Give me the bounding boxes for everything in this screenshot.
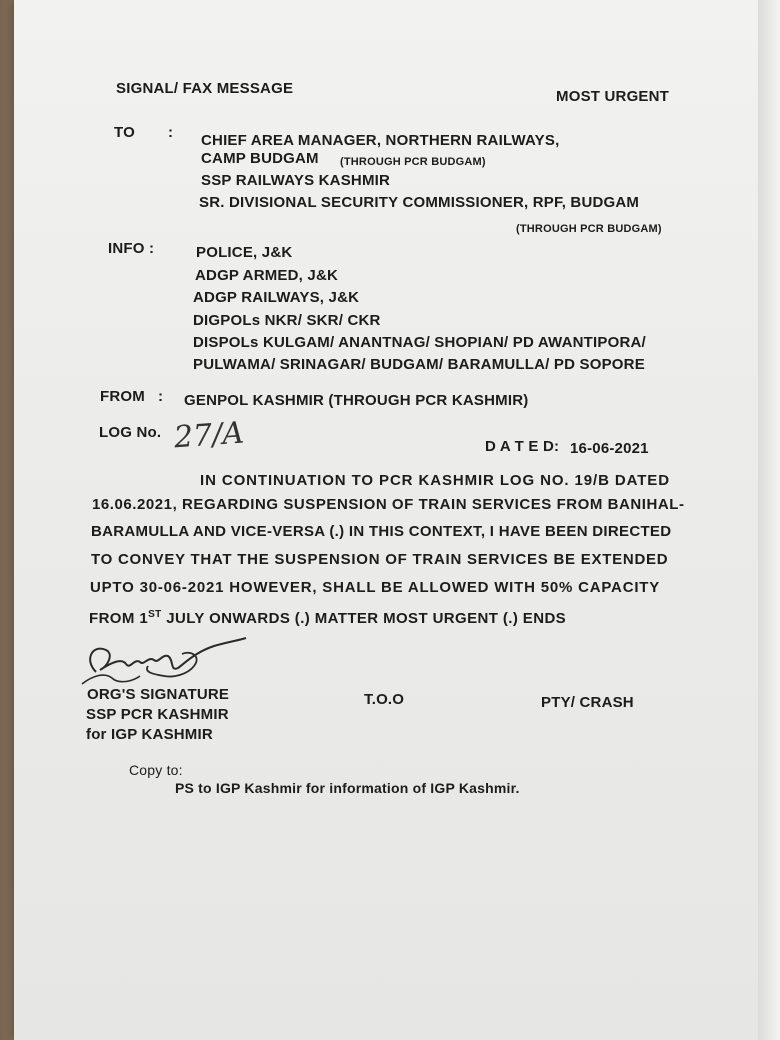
log-label: LOG No. — [99, 424, 162, 441]
info-line: ADGP ARMED, J&K — [195, 267, 339, 284]
date-label: D A T E D: — [485, 438, 560, 455]
signature-office: SSP PCR KASHMIR — [86, 706, 229, 723]
copy-label: Copy to: — [129, 762, 183, 778]
to-colon: : — [168, 124, 174, 141]
signature-label: ORG'S SIGNATURE — [87, 686, 230, 703]
date-value: 16-06-2021 — [570, 440, 649, 457]
body-last-start: FROM 1 — [89, 610, 149, 627]
to-recipient-3: SR. DIVISIONAL SECURITY COMMISSIONER, RPF, BUDGAM — [199, 194, 640, 211]
too-label: T.O.O — [364, 691, 405, 708]
log-number-handwritten: 27/A — [172, 415, 246, 456]
pty-label: PTY/ CRASH — [541, 694, 634, 711]
document-title: SIGNAL/ FAX MESSAGE — [116, 80, 294, 97]
body-last-rest: JULY ONWARDS (.) MATTER MOST URGENT (.) ENDS — [166, 610, 567, 627]
handwritten-signature — [78, 632, 248, 694]
body-line: TO CONVEY THAT THE SUSPENSION OF TRAIN SERVICES BE EXTENDED — [91, 551, 669, 568]
info-line: ADGP RAILWAYS, J&K — [193, 289, 360, 306]
priority-label: MOST URGENT — [556, 88, 670, 105]
to-recipient-1-cont: CAMP BUDGAM — [201, 150, 319, 167]
info-line: POLICE, J&K — [196, 244, 293, 261]
from-colon: : — [158, 388, 164, 405]
signature-for: for IGP KASHMIR — [86, 726, 213, 743]
to-recipient-2: SSP RAILWAYS KASHMIR — [201, 172, 391, 189]
to-recipient-3-note: (THROUGH PCR BUDGAM) — [516, 223, 662, 235]
info-label: INFO : — [108, 240, 155, 257]
body-last-line — [89, 609, 566, 627]
info-line: PULWAMA/ SRINAGAR/ BUDGAM/ BARAMULLA/ PD SOPORE — [193, 356, 645, 373]
body-line: 16.06.2021, REGARDING SUSPENSION OF TRAIN SERVICES FROM BANIHAL- — [92, 496, 685, 513]
from-label: FROM — [100, 388, 145, 405]
info-line: DISPOLs KULGAM/ ANANTNAG/ SHOPIAN/ PD AWANTIPORA/ — [193, 334, 646, 351]
from-value: GENPOL KASHMIR (THROUGH PCR KASHMIR) — [184, 392, 529, 409]
info-line: DIGPOLs NKR/ SKR/ CKR — [193, 312, 381, 329]
body-line: UPTO 30-06-2021 HOWEVER, SHALL BE ALLOWED WITH 50% CAPACITY — [90, 579, 661, 596]
to-label: TO — [114, 124, 135, 141]
body-line: IN CONTINUATION TO PCR KASHMIR LOG NO. 19/B DATED — [200, 472, 670, 489]
copy-line: PS to IGP Kashmir for information of IGP Kashmir. — [175, 780, 520, 796]
body-line: BARAMULLA AND VICE-VERSA (.) IN THIS CONTEXT, I HAVE BEEN DIRECTED — [91, 523, 672, 540]
to-recipient-1-note: (THROUGH PCR BUDGAM) — [340, 156, 486, 168]
body-last-sup: ST — [148, 609, 162, 620]
to-recipient-1: CHIEF AREA MANAGER, NORTHERN RAILWAYS, — [201, 132, 560, 149]
paper-edge — [758, 0, 780, 1040]
